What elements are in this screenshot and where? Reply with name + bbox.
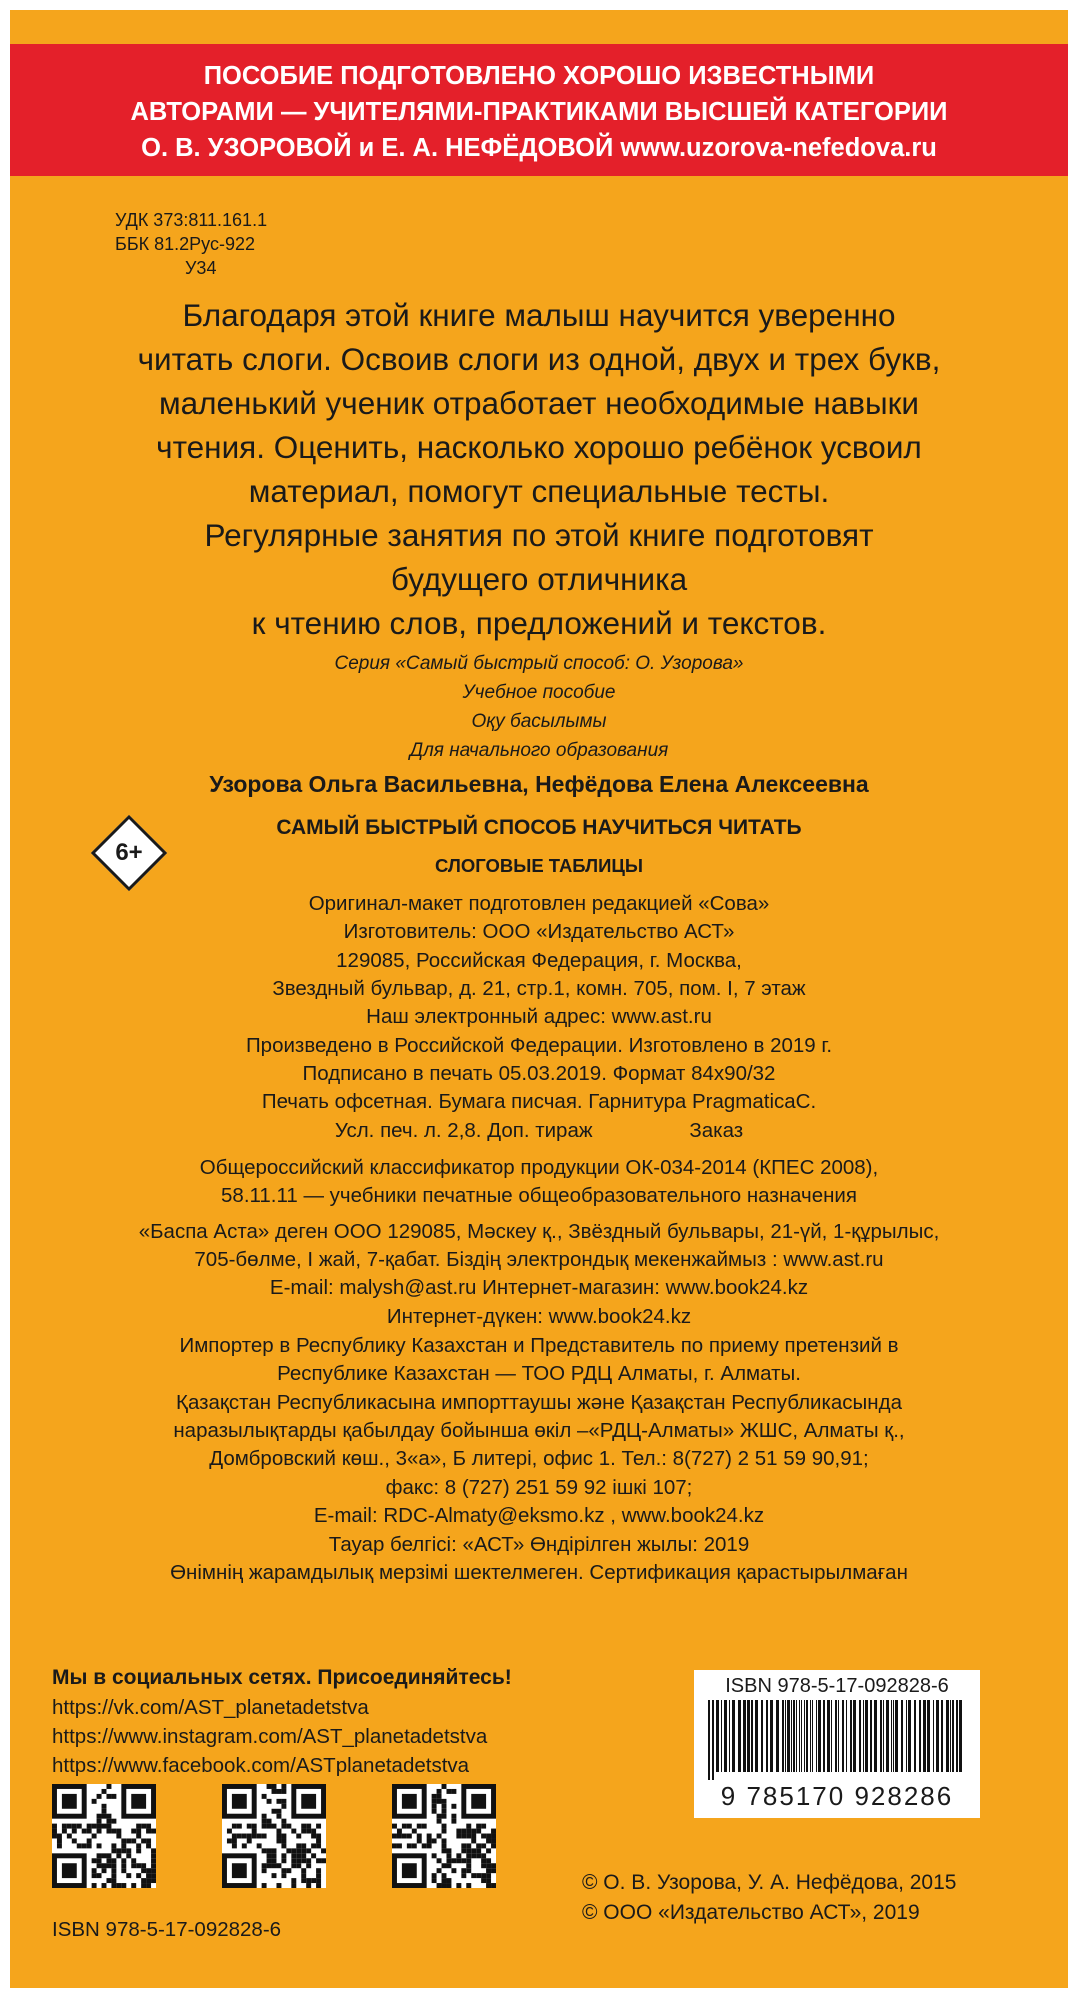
- banner-line: О. В. УЗОРОВОЙ и Е. А. НЕФЁДОВОЙ www.uzorova-nefedova.ru: [141, 134, 937, 162]
- imprint-line: 58.11.11 — учебники печатные общеобразовательного назначения: [221, 1184, 857, 1207]
- imprint-line: Оригинал-макет подготовлен редакцией «Сова»: [308, 892, 770, 915]
- imprint-line: Общероссийский классификатор продукции ОК-034-2014 (КПЕС 2008),: [199, 1156, 879, 1179]
- description-line: будущего отличника: [390, 561, 688, 597]
- barcode-isbn: ISBN 978-5-17-092828-6: [725, 1675, 949, 1697]
- banner-line: ПОСОБИЕ ПОДГОТОВЛЕНО ХОРОШО ИЗВЕСТНЫМИ: [203, 62, 875, 90]
- imprint-line: E-mail: RDC-Almaty@eksmo.kz , www.book24.kz: [313, 1504, 765, 1527]
- bbk-code: ББК 81.2Рус-922: [115, 234, 255, 254]
- series-line: Для начального образования: [409, 740, 669, 761]
- barcode: [694, 1670, 980, 1818]
- imprint-line: Изготовитель: ООО «Издательство АСТ»: [343, 920, 735, 943]
- social-heading: Мы в социальных сетях. Присоединяйтесь!: [52, 1666, 512, 1689]
- imprint-line: Наш электронный адрес: www.ast.ru: [366, 1005, 712, 1028]
- imprint-line: наразылықтарды қабылдау бойынша өкіл –«РДЦ-Алматы» ЖШС, Алматы қ.,: [173, 1419, 905, 1442]
- imprint-line: 129085, Российская Федерация, г. Москва,: [336, 949, 742, 972]
- age-rating-text: 6+: [115, 839, 143, 866]
- imprint-line: Звездный бульвар, д. 21, стр.1, комн. 705, пом. I, 7 этаж: [272, 977, 806, 1000]
- copyright-publisher: © ООО «Издательство АСТ», 2019: [582, 1901, 920, 1924]
- imprint-line: Импортер в Республику Казахстан и Представитель по приему претензий в: [179, 1334, 899, 1357]
- description-line: маленький ученик отработает необходимые навыки: [158, 385, 920, 421]
- imprint-line: Подписано в печать 05.03.2019. Формат 84х90/32: [302, 1062, 776, 1085]
- imprint-line: Тауар белгісі: «АСТ» Өндірілген жылы: 2019: [328, 1533, 750, 1556]
- vk-link[interactable]: https://vk.com/AST_planetadetstva: [52, 1696, 369, 1719]
- banner-line: АВТОРАМИ — УЧИТЕЛЯМИ-ПРАКТИКАМИ ВЫСШЕЙ КАТЕГОРИИ: [130, 98, 948, 126]
- facebook-link[interactable]: https://www.facebook.com/ASTplanetadetstva: [52, 1754, 470, 1777]
- instagram-qr-code[interactable]: [222, 1784, 326, 1888]
- imprint-line: Өнімнің жарамдылық мерзімі шектелмеген. Сертификация қарастырылмаған: [170, 1561, 908, 1584]
- imprint-line: Домбровский көш., 3«а», Б литері, офис 1. Тел.: 8(727) 2 51 59 90,91;: [209, 1447, 869, 1470]
- description-line: Благодаря этой книге малыш научится уверенно: [182, 297, 896, 333]
- imprint-line: 705-бөлме, I жай, 7-қабат. Біздің электрондық мекенжаймыз : www.ast.ru: [194, 1248, 884, 1271]
- facebook-qr-code[interactable]: [392, 1784, 496, 1888]
- series-line: Оқу басылымы: [471, 711, 607, 732]
- udk-code: УДК 373:811.161.1: [115, 210, 268, 230]
- author-banner: [10, 44, 1068, 176]
- book-title: САМЫЙ БЫСТРЫЙ СПОСОБ НАУЧИТЬСЯ ЧИТАТЬ: [276, 816, 802, 839]
- series-line: Учебное пособие: [462, 682, 616, 703]
- imprint-line: факс: 8 (727) 251 59 92 ішкі 107;: [385, 1476, 693, 1499]
- copyright-authors: © О. В. Узорова, У. А. Нефёдова, 2015: [582, 1871, 957, 1894]
- description-line: материал, помогут специальные тесты.: [248, 473, 830, 509]
- imprint-line: Произведено в Российской Федерации. Изготовлено в 2019 г.: [245, 1034, 833, 1057]
- book-subtitle: СЛОГОВЫЕ ТАБЛИЦЫ: [434, 855, 644, 876]
- imprint-line: «Баспа Аста» деген ООО 129085, Мәскеу қ., Звёздный бульвары, 21-үй, 1-құрылыс,: [138, 1220, 940, 1243]
- back-cover: [10, 10, 1068, 1988]
- imprint-line: E-mail: malysh@ast.ru Интернет-магазин: www.book24.kz: [269, 1276, 809, 1299]
- isbn-text: ISBN 978-5-17-092828-6: [52, 1918, 282, 1941]
- description-line: к чтению слов, предложений и текстов.: [251, 605, 827, 641]
- description-line: Регулярные занятия по этой книге подготовят: [204, 517, 874, 553]
- imprint-line: Печать офсетная. Бумага писчая. Гарнитура PragmaticaC.: [261, 1090, 817, 1113]
- vk-qr-code[interactable]: [52, 1784, 156, 1888]
- imprint-line: Республике Казахстан — ТОО РДЦ Алматы, г. Алматы.: [277, 1362, 801, 1385]
- description-line: читать слоги. Освоив слоги из одной, двух и трех букв,: [137, 341, 941, 377]
- imprint-line: Қазақстан Республикасына импорттаушы және Қазақстан Республикасында: [176, 1391, 902, 1414]
- barcode-digits: 9 785170 928286: [720, 1781, 954, 1811]
- barcode-bars: [704, 1700, 970, 1780]
- authors: Узорова Ольга Васильевна, Нефёдова Елена Алексеевна: [209, 771, 869, 797]
- description-line: чтения. Оценить, насколько хорошо ребёнок усвоил: [156, 429, 922, 465]
- instagram-link[interactable]: https://www.instagram.com/AST_planetadetstva: [52, 1725, 488, 1748]
- imprint-line: Интернет-дүкен: www.book24.kz: [386, 1305, 692, 1328]
- series-line: Серия «Самый быстрый способ: О. Узорова»: [334, 653, 744, 674]
- author-mark: У34: [185, 258, 217, 278]
- imprint-line: Усл. печ. л. 2,8. Доп. тираж Заказ: [334, 1119, 744, 1142]
